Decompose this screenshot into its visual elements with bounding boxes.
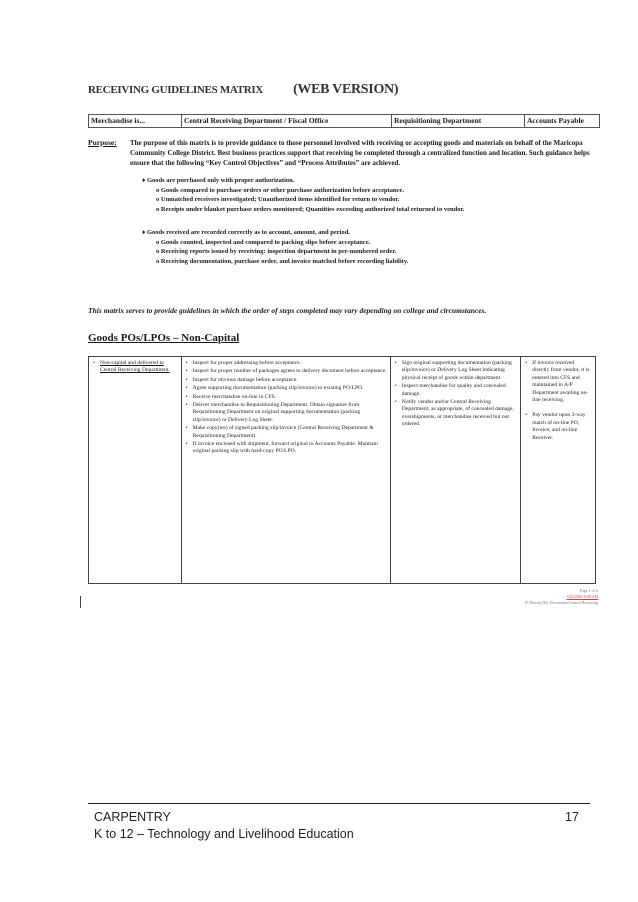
footer-program: K to 12 – Technology and Livelihood Education [94,827,354,841]
matrix-cell-item: • If invoice enclosed with shipment, forward original to Accounts Payable. Maintain original packing slip with hard-copy PO/LPO. [193,441,387,456]
page-number: 17 [565,810,579,824]
footer-rule [88,803,590,804]
matrix-cell-item: • Deliver merchandise to Requisitioning Department. Obtain signature from Requisitioning Department on original supporting documentation (packing slip/invoice) or Delivery Log Sheet. [193,402,387,424]
objective-2-item: Receiving reports issued by receiving: inspection department in pre-numbered order. [160,248,397,255]
matrix-col-central-receiving [182,357,391,583]
matrix-cell-item: • Pay vendor upon 3-way match of on-line PO, Invoice, and on-line Receiver. [532,412,592,442]
header-requisitioning: Requisitioning Department [392,115,525,127]
objective-2-item: Goods counted, inspected and compared to packing slips before acceptance. [160,238,371,246]
title-main: RECEIVING GUIDELINES MATRIX [88,84,264,96]
matrix-col-requisitioning [391,357,521,583]
header-central-receiving: Central Receiving Department / Fiscal Office [182,115,392,127]
matrix-cell-item: • Receive merchandise on-line in CFS. [193,394,387,401]
objective-1-item: Receipts under blanket purchase orders monitored; Quantities exceeding authorized total returned to vendor. [160,205,465,213]
objective-2-title: Goods received are recorded correctly as to account, amount, and period. [146,229,350,236]
matrix-cell-item: • Notify vendor and/or Central Receiving Department, as appropriate, of concealed damage, overshipments, or merchandise received but not ordered. [402,399,517,429]
matrix-cell-item: • Inspect for proper addressing before acceptance. [193,360,387,367]
objective-1-title: Goods are purchased only with proper authorization. [146,177,295,184]
footer-subject: CARPENTRY [94,810,171,824]
matrix-header-row [88,114,600,128]
matrix-cell-item: • Make copy(ies) of signed packing slip/invoice (Central Receiving Department & Requisitioning Department). [193,425,387,440]
matrix-cell-item: • Inspect for obvious damage before acceptance. [193,377,387,384]
header-accounts-payable: Accounts Payable [527,116,584,125]
objective-1-item: Goods compared to purchase orders or other purchase authorization before acceptance. [160,186,405,194]
page-mark [438,588,598,606]
document-title [88,82,398,98]
page-mark-page: Page 1 of 6 [579,588,598,593]
purpose-label: Purpose: [88,138,117,147]
matrix-cell-item: • Sign original supporting documentation (packing slip/invoice) or Delivery Log Sheet indicating physical receipt of goods within department. [402,360,517,382]
title-version: (WEB VERSION) [293,82,399,97]
objective-1-item: Unmatched receivers investigated; Unauthorized items identified for return to vendor. [160,196,400,203]
purpose-block [130,138,590,266]
matrix-cell-item: • If invoice received directly from vendor, it is entered into CFS and maintained in A/P Department awaiting on-line receiving. [532,360,592,404]
page-mark-date: 5/25/2005 8:08 AM [566,594,598,599]
matrix-col-accounts-payable [521,357,595,583]
matrix-note: This matrix serves to provide guidelines in which the order of steps completed may vary depending on college and circumstances. [88,306,487,315]
matrix-col-merchandise [89,357,182,583]
receiving-matrix-table [88,356,596,584]
objective-2: ♦ Goods received are recorded correctly as to account, amount, and period. o Goods counted, inspected and compared to packing slips before acceptance. o Receiving reports issued by receiving: inspection department in pre-numbered order. o Receiving documentation, purchase order, and invoice matched before recording liability. [142,229,409,265]
objective-2-item: Receiving documentation, purchase order, and invoice matched before recording liability. [160,257,409,265]
matrix-cell-item: • Inspect for proper number of packages agrees to delivery document before acceptance. [193,368,387,375]
header-merchandise: Merchandise is... [89,115,182,127]
section-title: Goods POs/LPOs – Non-Capital [88,332,240,344]
page-mark-path: D:\Murray\My Documents\Central Receiving [524,600,598,605]
matrix-cell-item: • Inspect merchandise for quality and concealed damage. [402,383,517,398]
objective-1: ♦ Goods are purchased only with proper authorization. o Goods compared to purchase orders or other purchase authorization before acceptance. o Unmatched receivers investigated; Unauthorized items identified for return to vendor. o Receipts under blanket purchase orders monitored; Quantities exceeding authorized total returned to vendor. [142,177,465,213]
change-bar [80,596,81,608]
purpose-text: The purpose of this matrix is to provide guidance to those personnel involved with receiving or accepting goods and materials on behalf of the Maricopa Community College District. Best business practices support that receiving be completed through a centralized function and location. Such guidance helps ensure that the following “Key Control Objectives” and “Process Attributes” are achieved. [130,139,590,167]
matrix-cell-item: • Non-capital and delivered to Central Receiving Department. [100,360,178,375]
matrix-cell-item: • Agree supporting documentation (packing slip/invoice) to existing PO/LPO. [193,385,387,392]
